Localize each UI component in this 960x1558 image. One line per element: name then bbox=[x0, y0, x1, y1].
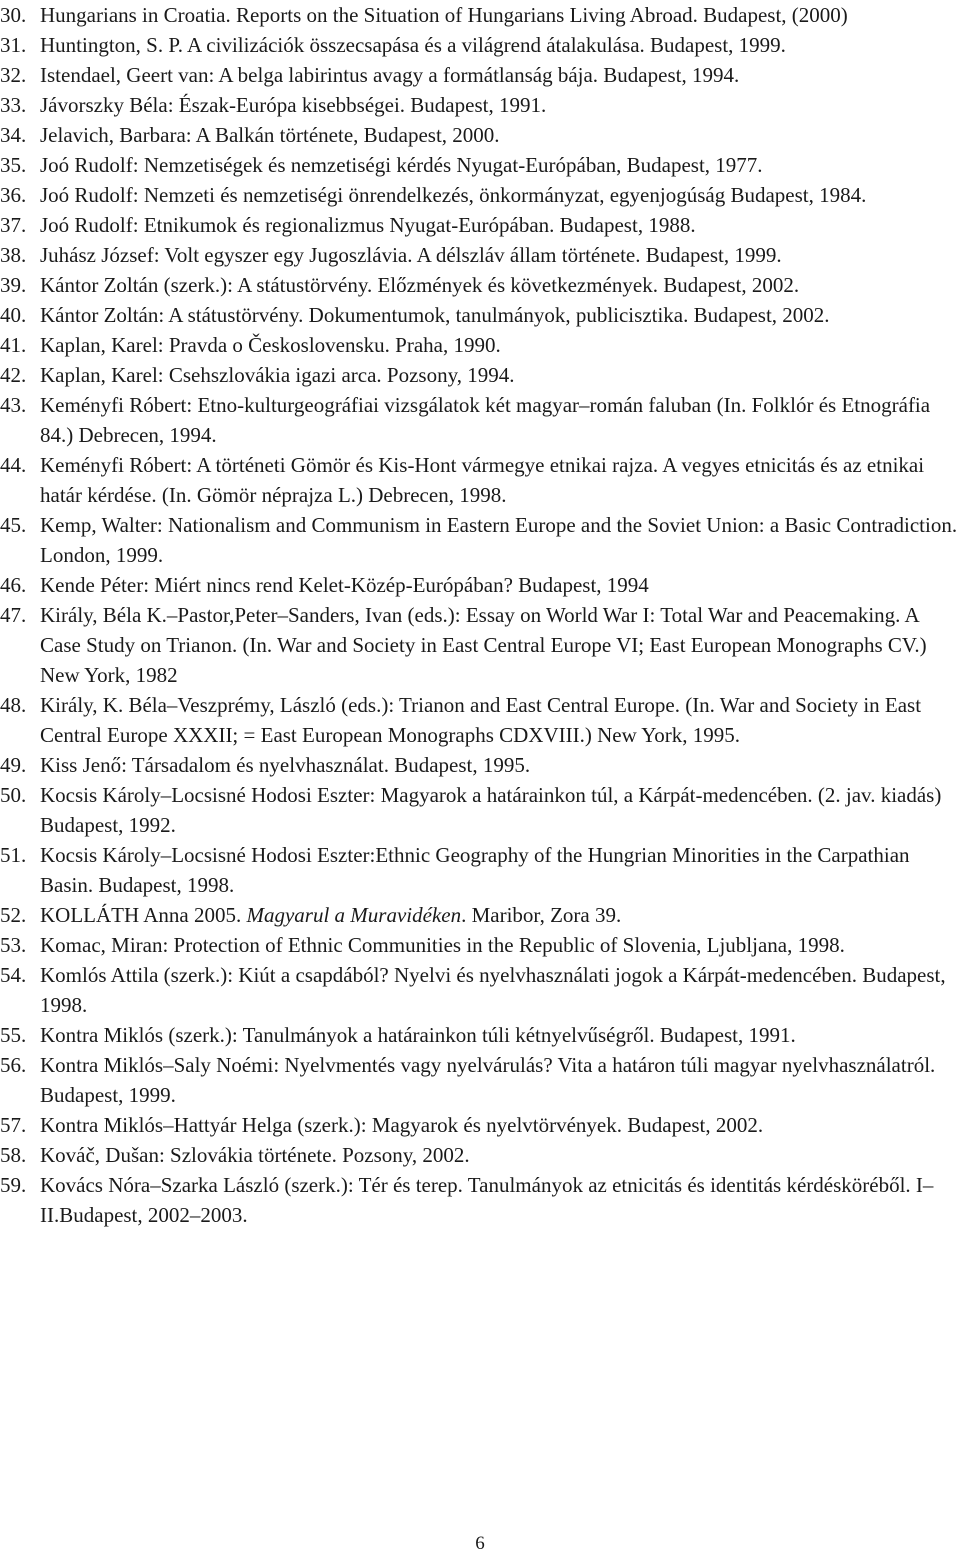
reference-text: Kontra Miklós–Hattyár Helga (szerk.): Magyarok és nyelvtörvények. Budapest, 2002. bbox=[40, 1113, 764, 1137]
list-item bbox=[0, 180, 958, 210]
list-item bbox=[0, 570, 958, 600]
reference-number: 44. bbox=[0, 453, 27, 477]
reference-number: 51. bbox=[0, 843, 27, 867]
reference-text: Jávorszky Béla: Észak-Európa kisebbségei. Budapest, 1991. bbox=[40, 93, 547, 117]
reference-text: Keményfi Róbert: Etno-kulturgeográfiai vizsgálatok két magyar–román faluban (In. Folklór és Etnográfia 84.) Debrecen, 1994. bbox=[40, 393, 931, 447]
list-item bbox=[0, 120, 958, 150]
list-item bbox=[0, 1140, 958, 1170]
list-item bbox=[0, 900, 958, 930]
list-item bbox=[0, 60, 958, 90]
list-item bbox=[0, 1020, 958, 1050]
list-item bbox=[0, 510, 958, 570]
reference-number: 41. bbox=[0, 333, 27, 357]
reference-number: 39. bbox=[0, 273, 27, 297]
list-item bbox=[0, 270, 958, 300]
reference-number: 30. bbox=[0, 3, 27, 27]
reference-number: 56. bbox=[0, 1053, 27, 1077]
reference-number: 59. bbox=[0, 1173, 27, 1197]
reference-text: Kántor Zoltán: A státustörvény. Dokumentumok, tanulmányok, publicisztika. Budapest, 2002. bbox=[40, 303, 830, 327]
reference-number: 37. bbox=[0, 213, 27, 237]
reference-number: 46. bbox=[0, 573, 27, 597]
reference-text: Kocsis Károly–Locsisné Hodosi Eszter:Ethnic Geography of the Hungrian Minorities in the Carpathian Basin. Budapest, 1998. bbox=[40, 843, 910, 897]
list-item bbox=[0, 240, 958, 270]
reference-text: Komlós Attila (szerk.): Kiút a csapdából? Nyelvi és nyelvhasználati jogok a Kárpát-medencében. Budapest, 1998. bbox=[40, 963, 946, 1017]
reference-number: 54. bbox=[0, 963, 27, 987]
reference-number: 55. bbox=[0, 1023, 27, 1047]
reference-number: 36. bbox=[0, 183, 27, 207]
reference-text: Jelavich, Barbara: A Balkán története, Budapest, 2000. bbox=[40, 123, 500, 147]
reference-number: 32. bbox=[0, 63, 27, 87]
reference-text-tail: . Maribor, Zora 39. bbox=[461, 903, 622, 927]
reference-number: 49. bbox=[0, 753, 27, 777]
list-item bbox=[0, 780, 958, 840]
list-item bbox=[0, 840, 958, 900]
reference-text: Kovács Nóra–Szarka László (szerk.): Tér és terep. Tanulmányok az etnicitás és identitás kérdésköréből. I–II.Budapest, 2002–2003. bbox=[40, 1173, 934, 1227]
reference-text: Hungarians in Croatia. Reports on the Situation of Hungarians Living Abroad. Budapest, (2000) bbox=[40, 3, 848, 27]
list-item bbox=[0, 330, 958, 360]
reference-text: Kontra Miklós–Saly Noémi: Nyelvmentés vagy nyelvárulás? Vita a határon túli magyar nyelvhasználatról. Budapest, 1999. bbox=[40, 1053, 936, 1107]
list-item bbox=[0, 300, 958, 330]
list-item bbox=[0, 750, 958, 780]
reference-number: 35. bbox=[0, 153, 27, 177]
reference-text bbox=[40, 900, 958, 930]
reference-text: Kende Péter: Miért nincs rend Kelet-Közép-Európában? Budapest, 1994 bbox=[40, 573, 649, 597]
list-item bbox=[0, 1110, 958, 1140]
list-item bbox=[0, 600, 958, 690]
reference-text: Kontra Miklós (szerk.): Tanulmányok a határainkon túli kétnyelvűségről. Budapest, 1991. bbox=[40, 1023, 796, 1047]
list-item bbox=[0, 30, 958, 60]
reference-text: Komac, Miran: Protection of Ethnic Communities in the Republic of Slovenia, Ljubljana, 1998. bbox=[40, 933, 845, 957]
reference-text: Huntington, S. P. A civilizációk összecsapása és a világrend átalakulása. Budapest, 1999. bbox=[40, 33, 786, 57]
reference-number: 31. bbox=[0, 33, 27, 57]
reference-text: Király, Béla K.–Pastor,Peter–Sanders, Ivan (eds.): Essay on World War I: Total War and Peacemaking. A Case Study on Trianon. (In. War and Society in East Central Europe VI; East European Monographs CV.) New York, 1982 bbox=[40, 603, 927, 687]
reference-number: 52. bbox=[0, 903, 27, 927]
reference-number: 53. bbox=[0, 933, 27, 957]
reference-text: Kováč, Dušan: Szlovákia története. Pozsony, 2002. bbox=[40, 1143, 470, 1167]
list-item bbox=[0, 1050, 958, 1110]
reference-text: Istendael, Geert van: A belga labirintus avagy a formátlanság bája. Budapest, 1994. bbox=[40, 63, 740, 87]
reference-text-lead: KOLLÁTH Anna 2005. bbox=[40, 903, 247, 927]
reference-text: Juhász József: Volt egyszer egy Jugoszlávia. A délszláv állam története. Budapest, 1999. bbox=[40, 243, 782, 267]
list-item bbox=[0, 150, 958, 180]
reference-number: 42. bbox=[0, 363, 27, 387]
reference-text: Király, K. Béla–Veszprémy, László (eds.): Trianon and East Central Europe. (In. War and Society in East Central Europe XXXII; = East European Monographs CDXVIII.) New York, 1995. bbox=[40, 693, 922, 747]
reference-number: 57. bbox=[0, 1113, 27, 1137]
reference-number: 34. bbox=[0, 123, 27, 147]
list-item bbox=[0, 450, 958, 510]
reference-number: 33. bbox=[0, 93, 27, 117]
reference-number: 58. bbox=[0, 1143, 27, 1167]
list-item bbox=[0, 960, 958, 1020]
list-item bbox=[0, 390, 958, 450]
list-item bbox=[0, 930, 958, 960]
reference-text: Kocsis Károly–Locsisné Hodosi Eszter: Magyarok a határainkon túl, a Kárpát-medencében. (2. jav. kiadás) Budapest, 1992. bbox=[40, 783, 942, 837]
reference-text: Kaplan, Karel: Pravda o Československu. Praha, 1990. bbox=[40, 333, 501, 357]
reference-text: Kiss Jenő: Társadalom és nyelvhasználat. Budapest, 1995. bbox=[40, 753, 531, 777]
list-item bbox=[0, 210, 958, 240]
list-item bbox=[0, 360, 958, 390]
reference-text: Kemp, Walter: Nationalism and Communism in Eastern Europe and the Soviet Union: a Basic Contradiction. London, 1999. bbox=[40, 513, 958, 567]
reference-number: 45. bbox=[0, 513, 27, 537]
reference-number: 43. bbox=[0, 393, 27, 417]
reference-number: 47. bbox=[0, 603, 27, 627]
reference-text: Keményfi Róbert: A történeti Gömör és Kis-Hont vármegye etnikai rajza. A vegyes etnicitás és az etnikai határ kérdése. (In. Gömör néprajza L.) Debrecen, 1998. bbox=[40, 453, 925, 507]
reference-number: 40. bbox=[0, 303, 27, 327]
reference-text: Joó Rudolf: Nemzetiségek és nemzetiségi kérdés Nyugat-Európában, Budapest, 1977. bbox=[40, 153, 763, 177]
reference-text: Kaplan, Karel: Csehszlovákia igazi arca. Pozsony, 1994. bbox=[40, 363, 515, 387]
list-item bbox=[0, 0, 958, 30]
reference-text: Kántor Zoltán (szerk.): A státustörvény. Előzmények és következmények. Budapest, 2002. bbox=[40, 273, 800, 297]
list-item bbox=[0, 690, 958, 750]
reference-number: 48. bbox=[0, 693, 27, 717]
reference-text: Joó Rudolf: Etnikumok és regionalizmus Nyugat-Európában. Budapest, 1988. bbox=[40, 213, 696, 237]
reference-number: 38. bbox=[0, 243, 27, 267]
page-number: 6 bbox=[475, 1533, 485, 1554]
list-item bbox=[0, 90, 958, 120]
list-item bbox=[0, 1170, 958, 1230]
reference-italic-title: Magyarul a Muravidéken bbox=[246, 903, 462, 927]
reference-number: 50. bbox=[0, 783, 27, 807]
reference-text: Joó Rudolf: Nemzeti és nemzetiségi önrendelkezés, önkormányzat, egyenjogúság Budapest, 1984. bbox=[40, 183, 867, 207]
